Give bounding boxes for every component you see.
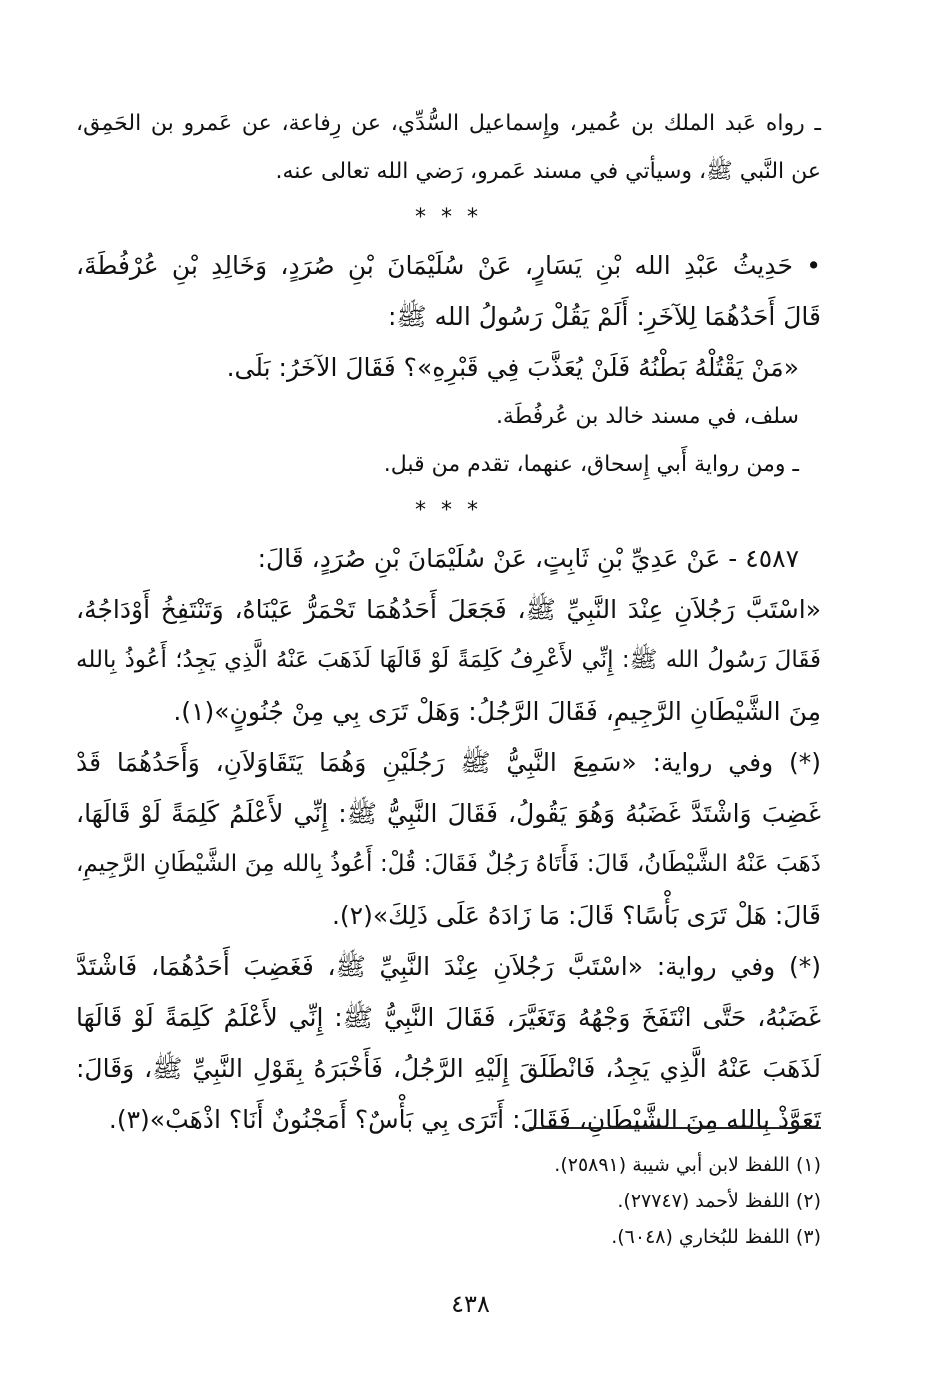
text-line: ذَهَبَ عَنْهُ الشَّيْطَانُ، قَالَ: فَأَتَاهُ رَجُلٌ فَقَالَ: قُلْ: أَعُوذُ بِالله مِنَ الشَّيْطَانِ الرَّجِيمِ، (76, 851, 821, 877)
section-divider: * * * (415, 498, 482, 523)
text-line: • حَدِيثُ عَبْدِ الله بْنِ يَسَارٍ، عَنْ سُلَيْمَانَ بْنِ صُرَدٍ، وَخَالِدِ بْنِ عُرْفُطَةَ، (76, 251, 821, 280)
text-line: غَضِبَ وَاشْتَدَّ غَضَبُهُ وَهُوَ يَقُولُ، فَقَالَ النَّبِيُّ ﷺ: إِنِّي لأَعْلَمُ كَلِمَةً لَوْ قَالَهَا، (76, 799, 821, 828)
paragraph-narration-note (76, 100, 821, 196)
variant-narration-2 (76, 941, 821, 1145)
text-line: سلف، في مسند خالد بن عُرفُطَة. (495, 404, 799, 429)
text-line: تَعَوَّذْ بِالله مِنَ الشَّيْطَانِ، فَقَالَ: أَتَرَى بِي بَأْسٌ؟ أَمَجْنُونٌ أَنَا؟ اذْهَبْ»(٣). (108, 1105, 821, 1134)
footnotes (300, 1147, 821, 1255)
text-line: لَذَهَبَ عَنْهُ الَّذِي يَجِدُ، فَانْطَلَقَ إِلَيْهِ الرَّجُلُ، فَأَخْبَرَهُ بِقَوْلِ النَّبِيِّ ﷺ، وَقَالَ: (76, 1054, 821, 1083)
hadith-block (76, 240, 821, 393)
text-line: (*) وفي رواية: «اسْتَبَّ رَجُلاَنِ عِنْدَ النَّبِيِّ ﷺ، فَغَضِبَ أَحَدُهُمَا، فَاشْتَدَّ (76, 952, 821, 981)
text-line: «مَنْ يَقْتُلْهُ بَطْنُهُ فَلَنْ يُعَذَّبَ فِي قَبْرِهِ»؟ فَقَالَ الآخَرُ: بَلَى. (226, 353, 799, 382)
hadith-number-line: ٤٥٨٧ - عَنْ عَدِيِّ بْنِ ثَابِتٍ، عَنْ سُلَيْمَانَ بْنِ صُرَدٍ، قَالَ: (257, 544, 799, 573)
text-line: قَالَ: هَلْ تَرَى بَأْسًا؟ قَالَ: مَا زَادَهُ عَلَى ذَلِكَ»(٢). (331, 901, 821, 930)
text-line: ـ رواه عَبد الملك بن عُمير، وإِسماعيل السُّدِّي، عن رِفاعة، عن عَمرو بن الحَمِق، (76, 111, 821, 136)
text-line: مِنَ الشَّيْطَانِ الرَّجِيمِ، فَقَالَ الرَّجُلُ: وَهَلْ تَرَى بِي مِنْ جُنُونٍ»(١). (173, 697, 821, 726)
text-line: قَالَ أَحَدُهُمَا لِلآخَرِ: أَلَمْ يَقُلْ رَسُولُ الله ﷺ: (387, 302, 821, 331)
text-line: عن النَّبي ﷺ، وسيأتي في مسند عَمرو، رَضي الله تعالى عنه. (275, 159, 821, 184)
reference-block (76, 393, 821, 489)
variant-narration-1 (76, 737, 821, 941)
text-line: «اسْتَبَّ رَجُلاَنِ عِنْدَ النَّبِيِّ ﷺ، فَجَعَلَ أَحَدُهُمَا تَحْمَرُّ عَيْنَاهُ، وَتَنْتَفِخُ أَوْدَاجُهُ، (76, 595, 821, 624)
text-line: غَضَبُهُ، حَتَّى انْتَفَخَ وَجْهُهُ وَتَغَيَّرَ، فَقَالَ النَّبِيُّ ﷺ: إِنِّي لأَعْلَمُ كَلِمَةً لَوْ قَالَهَا (76, 1003, 821, 1032)
footnote-3: (٣) اللفظ للبُخاري (٦٠٤٨). (611, 1226, 821, 1248)
main-text (76, 100, 821, 1145)
footnote-1: (١) اللفظ لابن أبي شيبة (٢٥٨٩١). (554, 1154, 821, 1176)
footnote-2: (٢) اللفظ لأحمد (٢٧٧٤٧). (617, 1190, 821, 1212)
page-number: ٤٣٨ (451, 1290, 490, 1318)
section-divider: * * * (415, 205, 482, 230)
text-line: (*) وفي رواية: «سَمِعَ النَّبِيُّ ﷺ رَجُلَيْنِ وَهُمَا يَتَقَاوَلاَنِ، وَأَحَدُهُمَا قَدْ (76, 748, 821, 777)
text-line: ـ ومن رواية أَبي إِسحاق، عنهما، تقدم من قبل. (383, 452, 799, 477)
hadith-4587 (76, 533, 821, 737)
text-line: فَقَالَ رَسُولُ الله ﷺ: إِنِّي لأَعْرِفُ كَلِمَةً لَوْ قَالَهَا لَذَهَبَ عَنْهُ الَّذِي يَجِدُ؛ أَعُوذُ بِالله (76, 647, 821, 673)
footnote-separator (529, 1127, 821, 1129)
